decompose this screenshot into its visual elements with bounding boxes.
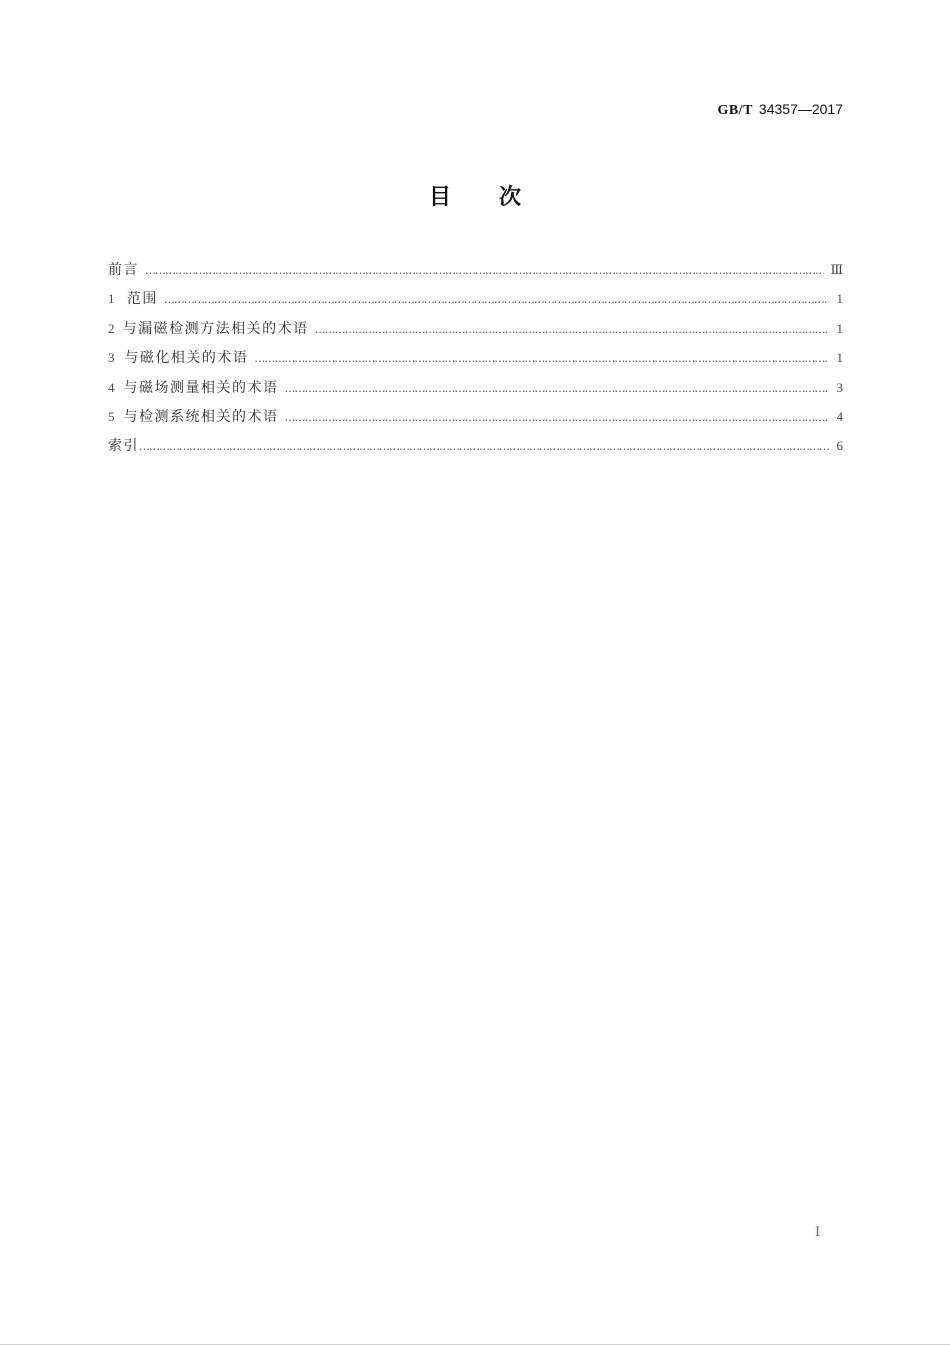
toc-entry-number: 4 <box>108 379 115 395</box>
toc-entry-label: 范围 <box>126 291 158 308</box>
toc-entry-5[interactable] <box>108 406 843 435</box>
toc-leader-dots <box>145 264 824 277</box>
toc-entry-3[interactable] <box>108 347 843 376</box>
toc-entry-page: 4 <box>836 408 843 424</box>
toc-entry-label: 与漏磁检测方法相关的术语 <box>122 320 309 337</box>
toc-leader-dots <box>284 382 829 395</box>
toc-entry-number: 5 <box>108 408 115 424</box>
toc-leader-dots <box>164 293 829 306</box>
toc-leader-dots <box>315 323 829 336</box>
toc-entry-index[interactable] <box>108 435 843 464</box>
toc-entry-page: 1 <box>836 350 843 366</box>
toc-leader-dots <box>284 411 829 424</box>
toc-entry-label: 与磁化相关的术语 <box>124 350 249 367</box>
toc-entry-preface[interactable] <box>108 259 843 288</box>
toc-entry-page: 3 <box>836 379 843 395</box>
toc-entry-page: 6 <box>836 438 843 454</box>
toc-entry-page: 1 <box>836 291 843 307</box>
toc-entry-number: 1 <box>108 291 115 307</box>
toc-entry-label: 与检测系统相关的术语 <box>123 408 279 425</box>
standard-code <box>717 101 843 119</box>
standard-number: 34357—2017 <box>758 101 843 117</box>
toc-title: 目次 <box>428 185 569 210</box>
page-number: Ⅰ <box>815 1224 821 1239</box>
toc-entry-number: 3 <box>108 350 115 366</box>
toc-entry-4[interactable] <box>108 377 843 406</box>
toc-leader-dots <box>254 352 829 365</box>
toc-entry-label: 前言 <box>108 262 139 278</box>
toc-entry-label: 与磁场测量相关的术语 <box>123 379 279 396</box>
toc-leader-dots <box>139 440 829 453</box>
toc-entry-number: 2 <box>108 320 115 336</box>
toc-entry-page: 1 <box>836 320 843 336</box>
standard-prefix: GB/T <box>717 103 753 118</box>
toc-entry-label: 索引 <box>108 438 139 455</box>
table-of-contents <box>108 259 843 465</box>
toc-entry-1[interactable] <box>108 288 843 317</box>
toc-entry-2[interactable] <box>108 318 843 347</box>
toc-entry-page: Ⅲ <box>830 262 843 277</box>
